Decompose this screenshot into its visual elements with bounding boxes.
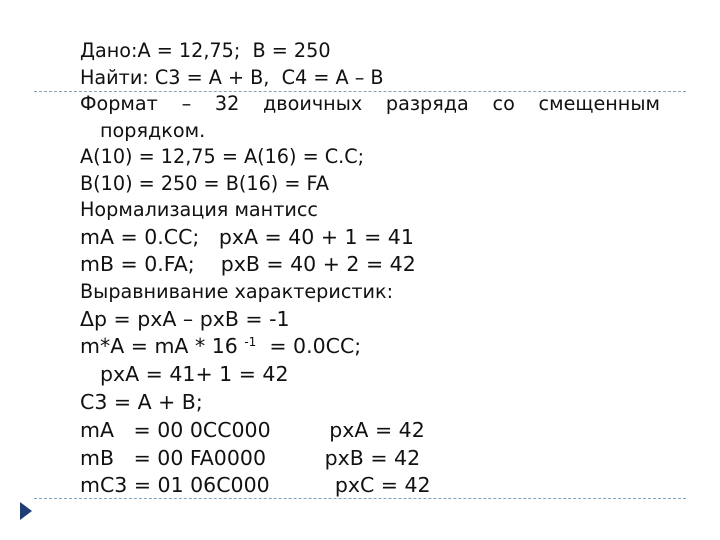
slide-body (80, 38, 660, 500)
pxa-new-line: pxA = 41+ 1 = 42 (100, 362, 289, 387)
normalization-heading: Нормализация мантисс (80, 198, 318, 221)
format-word: – (181, 92, 192, 115)
format-word: разряда (385, 92, 469, 115)
format-word: 32 (214, 92, 240, 115)
mb-line: mB = 0.FA; pxB = 40 + 2 = 42 (80, 252, 416, 277)
b-conversion-line: B(10) = 250 = B(16) = FA (80, 171, 329, 195)
format-line (80, 91, 660, 118)
format-word: двоичных (263, 92, 363, 115)
mb-row: mB = 00 FA0000 pxB = 42 (80, 445, 421, 470)
m-star-base: m*A = mA * 16 (80, 334, 245, 359)
ma-row: mA = 00 0CC000 pxA = 42 (80, 417, 425, 442)
m-star-result: = 0.0CC; (256, 334, 362, 359)
c3-line: C3 = A + B; (80, 389, 203, 414)
format-word: смещенным (538, 92, 660, 115)
format-word: со (492, 92, 515, 115)
m-star-exponent: -1 (244, 335, 257, 350)
ma-line: mA = 0.CC; pxA = 40 + 1 = 41 (80, 224, 414, 249)
format-continuation: порядком. (100, 118, 206, 142)
format-word: Формат (80, 92, 158, 115)
alignment-heading: Выравнивание характеристик: (80, 280, 394, 304)
mc3-row: mC3 = 01 06C000 pxC = 42 (80, 473, 431, 498)
find-line: Найти: C3 = A + B, C4 = A – B (80, 65, 384, 89)
given-line: Дано:A = 12,75; B = 250 (80, 39, 331, 62)
a-conversion-line: A(10) = 12,75 = A(16) = C.C; (80, 145, 365, 168)
m-star-line (80, 333, 660, 361)
delta-p-line: Δp = pxA – pxB = -1 (80, 306, 290, 331)
slide-bullet-icon (20, 502, 32, 520)
